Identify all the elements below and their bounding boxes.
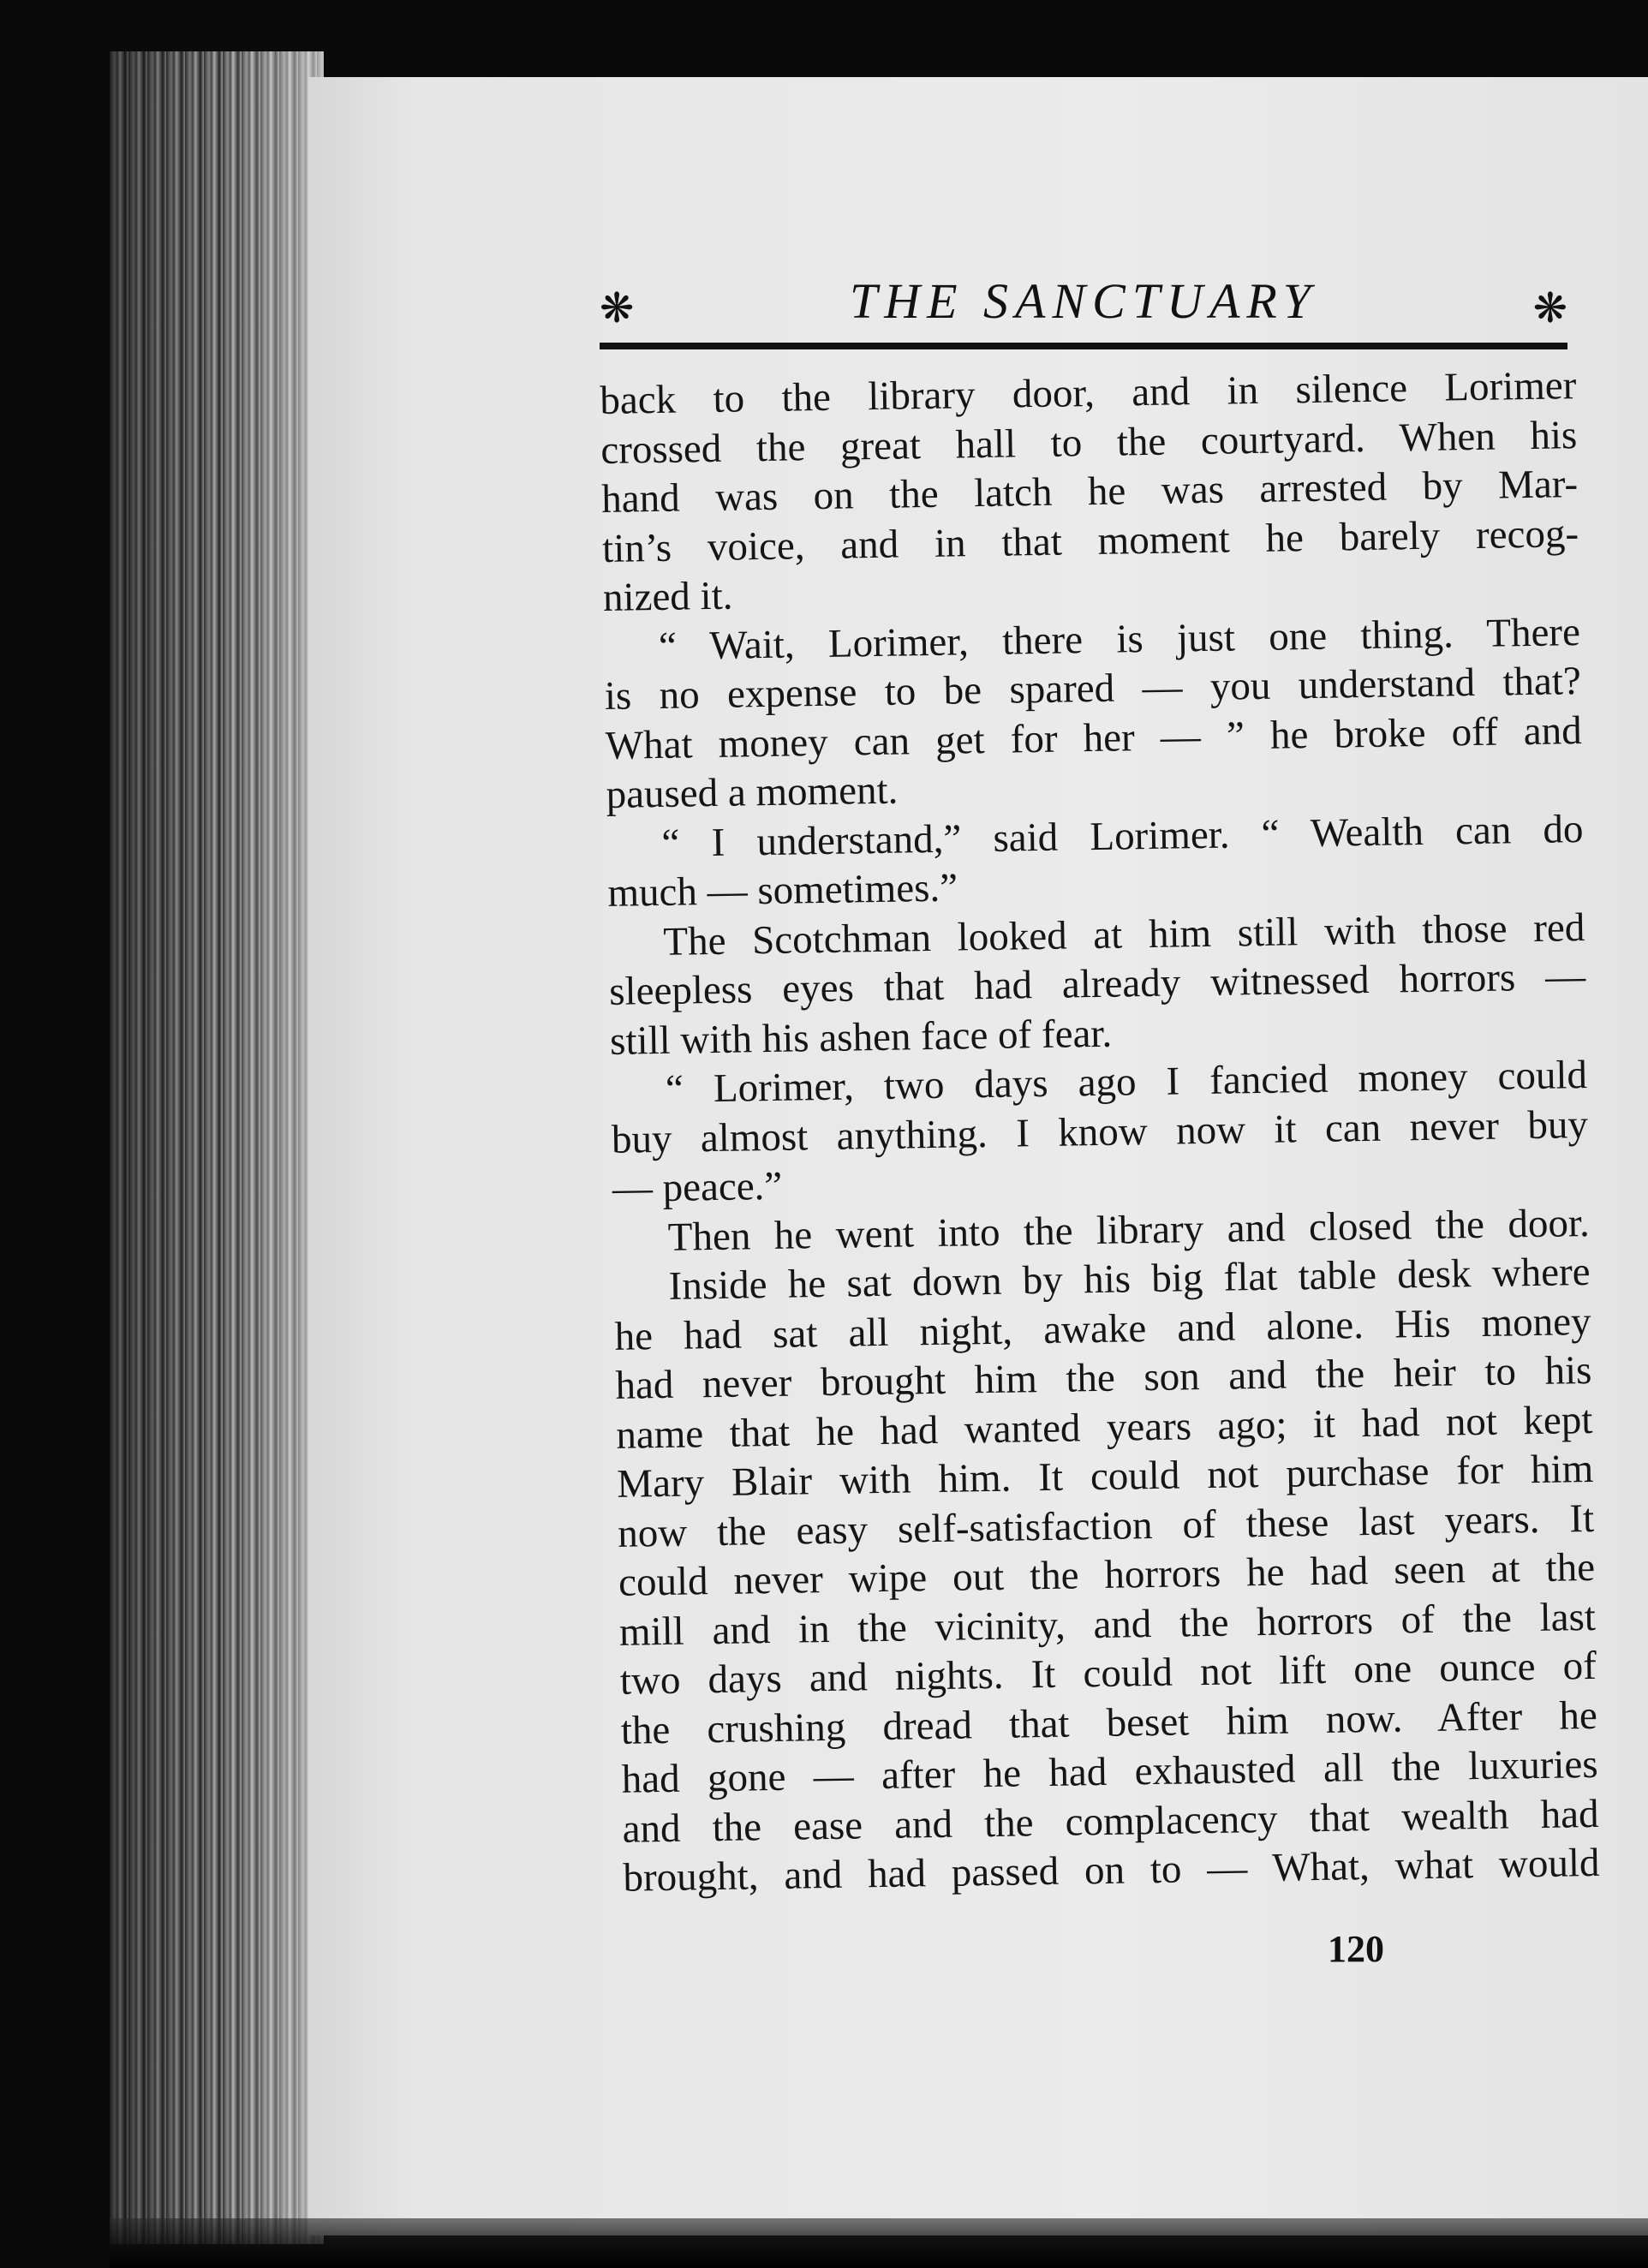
text-line: back to the library door, and in silence Lorimer — [600, 363, 1577, 423]
text-line: Mary Blair with him. It could not purchase for him — [616, 1446, 1594, 1507]
text-line: crossed the great hall to the courtyard. When his — [600, 412, 1578, 473]
text-line: — peace.” — [612, 1163, 783, 1211]
text-line: mill and in the vicinity, and the horrors of the last — [618, 1594, 1597, 1655]
text-line: could never wipe out the horrors he had seen at the — [618, 1544, 1596, 1605]
ornament-left-icon: ❋ — [600, 284, 635, 332]
text-line: still with his ashen face of fear. — [609, 1011, 1113, 1064]
running-header — [600, 272, 1567, 341]
text-line: tin’s voice, and in that moment he barely recog- — [601, 510, 1579, 571]
text-line: The Scotchman looked at him still with those red — [662, 904, 1585, 964]
text-line: the crushing dread that beset him now. After he — [620, 1692, 1598, 1753]
text-line: What money can get for her — ” he broke off and — [605, 707, 1583, 768]
book-page-edge — [110, 51, 324, 2244]
text-line: name that he had wanted years ago; it had not kept — [615, 1397, 1593, 1458]
bottom-shadow — [110, 2218, 1648, 2268]
header-rule — [600, 343, 1567, 349]
text-line: Then he went into the library and closed the door. — [667, 1200, 1591, 1260]
text-line: he had sat all night, awake and alone. His money — [614, 1298, 1591, 1359]
text-line: paused a moment. — [606, 767, 899, 817]
text-line: and the ease and the complacency that wealth had — [622, 1791, 1599, 1852]
running-title: THE SANCTUARY — [849, 273, 1318, 329]
ornament-right-icon: ❋ — [1532, 284, 1567, 332]
text-line: is no expense to be spared — you understand that? — [604, 659, 1582, 719]
text-line: buy almost anything. I know now it can never buy — [611, 1101, 1589, 1162]
text-line: much — sometimes.” — [607, 865, 958, 916]
text-line: had never brought him the son and the heir to his — [615, 1347, 1592, 1408]
page-number: 120 — [1328, 1928, 1384, 1970]
text-line: brought, and had passed on to — What, what would — [623, 1840, 1600, 1901]
body-text — [600, 361, 1600, 1903]
text-line: hand was on the latch he was arrested by Mar- — [600, 462, 1579, 522]
text-line: nized it. — [602, 573, 733, 620]
text-line: had gone — after he had exhausted all the luxuries — [621, 1741, 1598, 1802]
text-line: “ Lorimer, two days ago I fancied money could — [665, 1052, 1588, 1112]
text-line: Inside he sat down by his big flat table desk where — [668, 1249, 1591, 1309]
text-line: two days and nights. It could not lift one ounce of — [619, 1643, 1597, 1704]
text-line: “ I understand,” said Lorimer. “ Wealth can do — [661, 806, 1584, 866]
text-line: now the easy self-satisfaction of these last years. It — [617, 1495, 1595, 1556]
text-line: sleepless eyes that had already witnessed horrors — — [608, 954, 1586, 1014]
text-line: “ Wait, Lorimer, there is just one thing. There — [658, 609, 1581, 669]
